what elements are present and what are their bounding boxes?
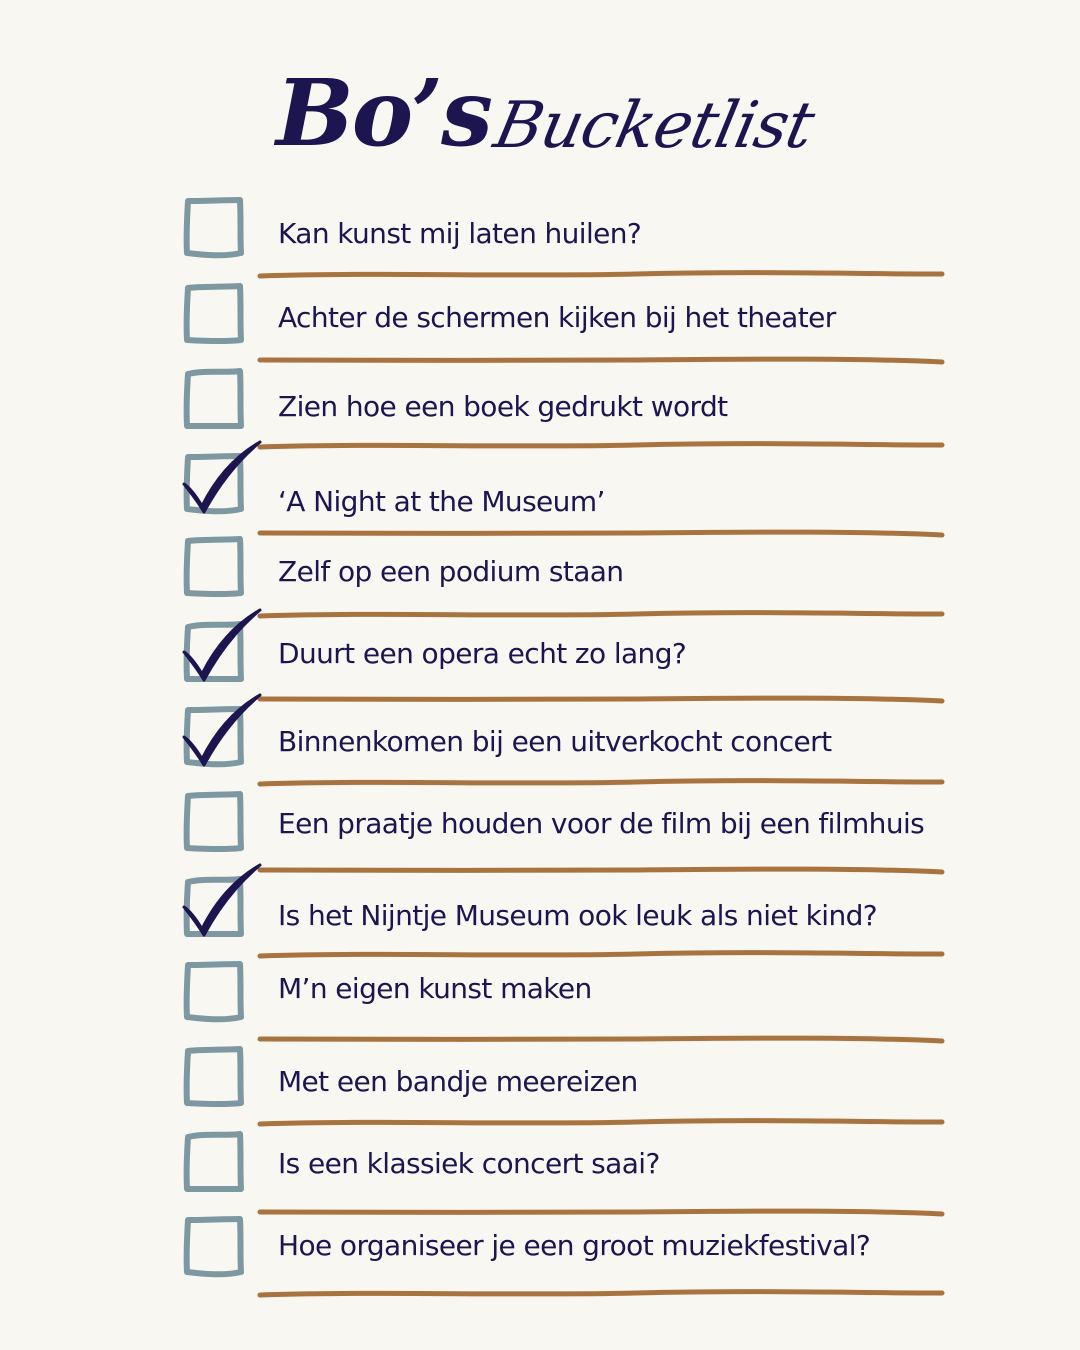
underline [256, 690, 946, 700]
list-item-label: Hoe organiseer je een groot muziekfestival? [278, 1229, 871, 1262]
list-item-label: Een praatje houden voor de film bij een filmhuis [278, 807, 925, 840]
list-item-label: Achter de schermen kijken bij het theater [278, 301, 836, 334]
checkbox-icon[interactable] [182, 960, 246, 1024]
checkmark-icon [180, 606, 264, 686]
checkbox-icon[interactable] [182, 1130, 246, 1194]
checkbox-icon[interactable] [182, 535, 246, 599]
underline [256, 1113, 946, 1123]
list-item-label: Kan kunst mij laten huilen? [278, 217, 642, 250]
list-item-label: ‘A Night at the Museum’ [278, 485, 605, 518]
list-item-label: Zien hoe een boek gedrukt wordt [278, 390, 728, 423]
checkbox-icon[interactable] [182, 196, 246, 260]
checkmark-icon [180, 861, 264, 941]
underline [256, 1203, 946, 1213]
underline [256, 524, 946, 534]
underline [256, 436, 946, 446]
checkbox-icon[interactable] [182, 282, 246, 346]
list-item-label: Zelf op een podium staan [278, 555, 624, 588]
checkbox-icon[interactable] [182, 1045, 246, 1109]
underline [256, 773, 946, 783]
list-item-label: Is het Nijntje Museum ook leuk als niet kind? [278, 899, 878, 932]
underline [256, 265, 946, 275]
list-item-label: Binnenkomen bij een uitverkocht concert [278, 725, 832, 758]
title-name: Bo’s [276, 59, 491, 167]
underline [256, 945, 946, 955]
checkbox-icon[interactable] [182, 790, 246, 854]
checkmark-icon [180, 691, 264, 771]
list-item-label: Met een bandje meereizen [278, 1065, 638, 1098]
checkbox-icon[interactable] [182, 1215, 246, 1279]
list-item-label: Is een klassiek concert saai? [278, 1147, 660, 1180]
list-item-label: M’n eigen kunst maken [278, 972, 592, 1005]
underline [256, 351, 946, 361]
checkmark-icon [180, 438, 264, 518]
list-item-label: Duurt een opera echt zo lang? [278, 637, 687, 670]
underline [256, 861, 946, 871]
underline [256, 1284, 946, 1294]
title-script: Bucketlist [488, 89, 820, 163]
underline [256, 605, 946, 615]
bucketlist-title [270, 58, 830, 178]
underline [256, 1030, 946, 1040]
checkbox-icon[interactable] [182, 367, 246, 431]
